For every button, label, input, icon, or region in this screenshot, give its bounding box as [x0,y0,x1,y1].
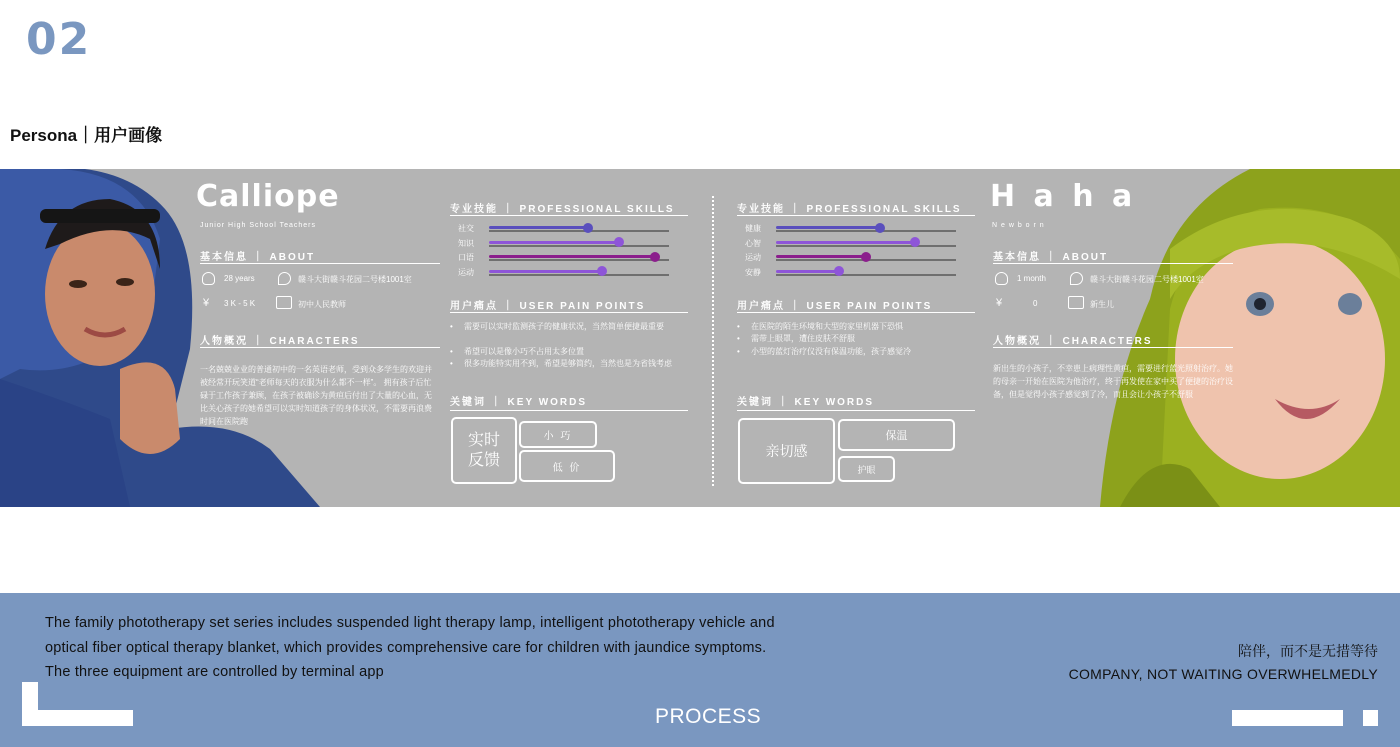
pain-divider-right [737,312,975,313]
person-icon [202,272,215,285]
location-icon [278,272,291,285]
pain-title-right: 用户痛点 ｜ USER PAIN POINTS [737,301,933,312]
skill-label-left: 运动 [458,267,474,277]
characters-text-left: 一名兢兢业业的普通初中的一名英语老师，受到众多学生的欢迎并被经常开玩笑道“老师每天的衣服为什么都不一样”。 拥有孩子后忙碌于工作孩子兼顾，在孩子被确诊为黄疸后付出了大量的心血，无比关心孩子的她希望可以实时知道孩子的身体状况，不需要再浪费时间在医院跑 [200,365,432,426]
skills-title-right: 专业技能 ｜ PROFESSIONAL SKILLS [737,204,962,215]
yen-icon: ¥ [996,297,1003,309]
column-divider [712,196,714,486]
skill-track-left [489,230,669,232]
skill-label-left: 社交 [458,224,474,233]
persona-band [0,169,1400,507]
keywords-title-right: 关键词 ｜ KEY WORDS [737,397,875,408]
skill-knob-right [910,237,920,247]
footer-description [45,611,775,685]
skill-track-left [489,259,669,261]
age-left: 28 years [224,274,255,283]
pain-item-left-1: • 需要可以实时监测孩子的健康状况，当然简单便捷最重要 [450,321,675,333]
skill-fill-left [489,226,588,229]
footer-description-line: The family phototherapy set series includes suspended light therapy lamp, intelligent phototherapy vehicle and [45,615,775,631]
income-left: 3 K - 5 K [224,299,256,308]
keyword-2-right: 护眼 [838,456,895,482]
skill-label-right: 运动 [745,253,761,262]
job-right: 新生儿 [1090,300,1114,309]
keywords-divider-left [450,410,688,411]
briefcase-icon [276,296,292,309]
age-right: 1 month [1017,274,1046,283]
footer-band [0,593,1400,747]
skill-fill-right [776,226,880,229]
persona-role-calliope: Junior High School Teachers [200,222,316,229]
address-left: 赣斗大街赣斗花园二号楼1001室 [298,275,412,284]
keyword-1-right: 保温 [838,419,955,451]
characters-title-right: 人物概况 ｜ CHARACTERS [993,336,1153,347]
pain-item-right-1: • 在医院的陌生环境和大型的家里机器下恐惧 [737,321,962,333]
about-title-left: 基本信息 ｜ ABOUT [200,252,316,263]
pain-item-left-3: • 很多功能特实用不到，希望是够简约，当然也是为省钱考虑 [450,358,675,370]
skill-knob-right [875,223,885,233]
person-icon [995,272,1008,285]
process-label: PROCESS [655,705,762,728]
deco-square-right [1363,710,1378,726]
skills-divider-left [450,215,688,216]
page-number: 02 [26,14,92,65]
job-left: 初中人民教师 [298,300,346,309]
skill-fill-left [489,241,619,244]
page-title: Persona｜用户画像 [10,126,163,145]
skill-fill-right [776,255,866,258]
footer-description-line: optical fiber optical therapy blanket, which provides comprehensive care for children with jaundice symptoms. [45,639,767,656]
pain-title-left: 用户痛点 ｜ USER PAIN POINTS [450,301,646,312]
skill-label-left: 口语 [458,253,474,262]
slogan-chinese: 陪伴，而不是无措等待 [1238,643,1378,659]
slogan-english: COMPANY, NOT WAITING OVERWHELMEDLY [1068,666,1378,682]
keyword-main-right: 亲切感 [738,418,835,484]
skill-track-left [489,245,669,247]
skill-knob-left [650,252,660,262]
skill-track-right [776,245,956,247]
yen-icon: ¥ [203,297,210,309]
skill-track-right [776,230,956,232]
persona-name-haha: H a h a [990,179,1137,214]
skill-fill-right [776,270,839,273]
skills-title-left: 专业技能 ｜ PROFESSIONAL SKILLS [450,204,675,215]
pain-item-right-2: • 需带上眼罩，遭住皮肤不舒服 [737,333,962,345]
characters-divider-right [993,347,1233,348]
address-right: 赣斗大街赣斗花园二号楼1001室 [1090,275,1204,284]
about-title-right: 基本信息 ｜ ABOUT [993,252,1109,263]
skill-track-right [776,274,956,276]
keywords-title-left: 关键词 ｜ KEY WORDS [450,397,588,408]
about-divider-right [993,263,1233,264]
characters-title-left: 人物概况 ｜ CHARACTERS [200,336,360,347]
briefcase-icon [1068,296,1084,309]
skill-knob-left [614,237,624,247]
skills-divider-right [737,215,975,216]
keyword-1-left: 小 巧 [519,421,597,448]
skill-label-right: 健康 [745,224,761,233]
skill-fill-right [776,241,915,244]
skill-fill-left [489,270,602,273]
persona-name-calliope: Calliope [196,179,340,214]
footer-description-line: The three equipment are controlled by terminal app [45,664,384,680]
income-right: 0 [1033,299,1038,308]
characters-text-right: 新出生的小孩子，不幸患上病理性黄疸，需要进行蓝光照射治疗。她的母亲一开始在医院为他治疗，终于再发使在家中买了便捷的治疗设备，但是觉得小孩子感觉到了冷，而且会让小孩子不舒服 [993,364,1233,399]
characters-divider-left [200,347,440,348]
skill-knob-left [583,223,593,233]
skill-label-right: 安静 [745,267,761,277]
keyword-main-left: 实时 反馈 [451,417,517,484]
corner-bracket-left-base [22,710,133,726]
pain-item-left-2: • 希望可以是像小巧不占用太多位置 [450,346,675,358]
pain-item-right-3: • 小型的蓝灯治疗仪没有保温功能，孩子感觉冷 [737,346,962,358]
persona-role-haha: N e w b o r n [992,222,1045,229]
keywords-divider-right [737,410,975,411]
deco-bar-right [1232,710,1343,726]
skill-knob-right [834,266,844,276]
skill-track-left [489,274,669,276]
skill-knob-right [861,252,871,262]
skill-label-right: 心智 [745,238,761,248]
skill-label-left: 知识 [458,238,474,248]
keyword-2-left: 低 价 [519,450,615,482]
pain-divider-left [450,312,688,313]
location-icon [1070,272,1083,285]
about-divider-left [200,263,440,264]
skill-fill-left [489,255,655,258]
